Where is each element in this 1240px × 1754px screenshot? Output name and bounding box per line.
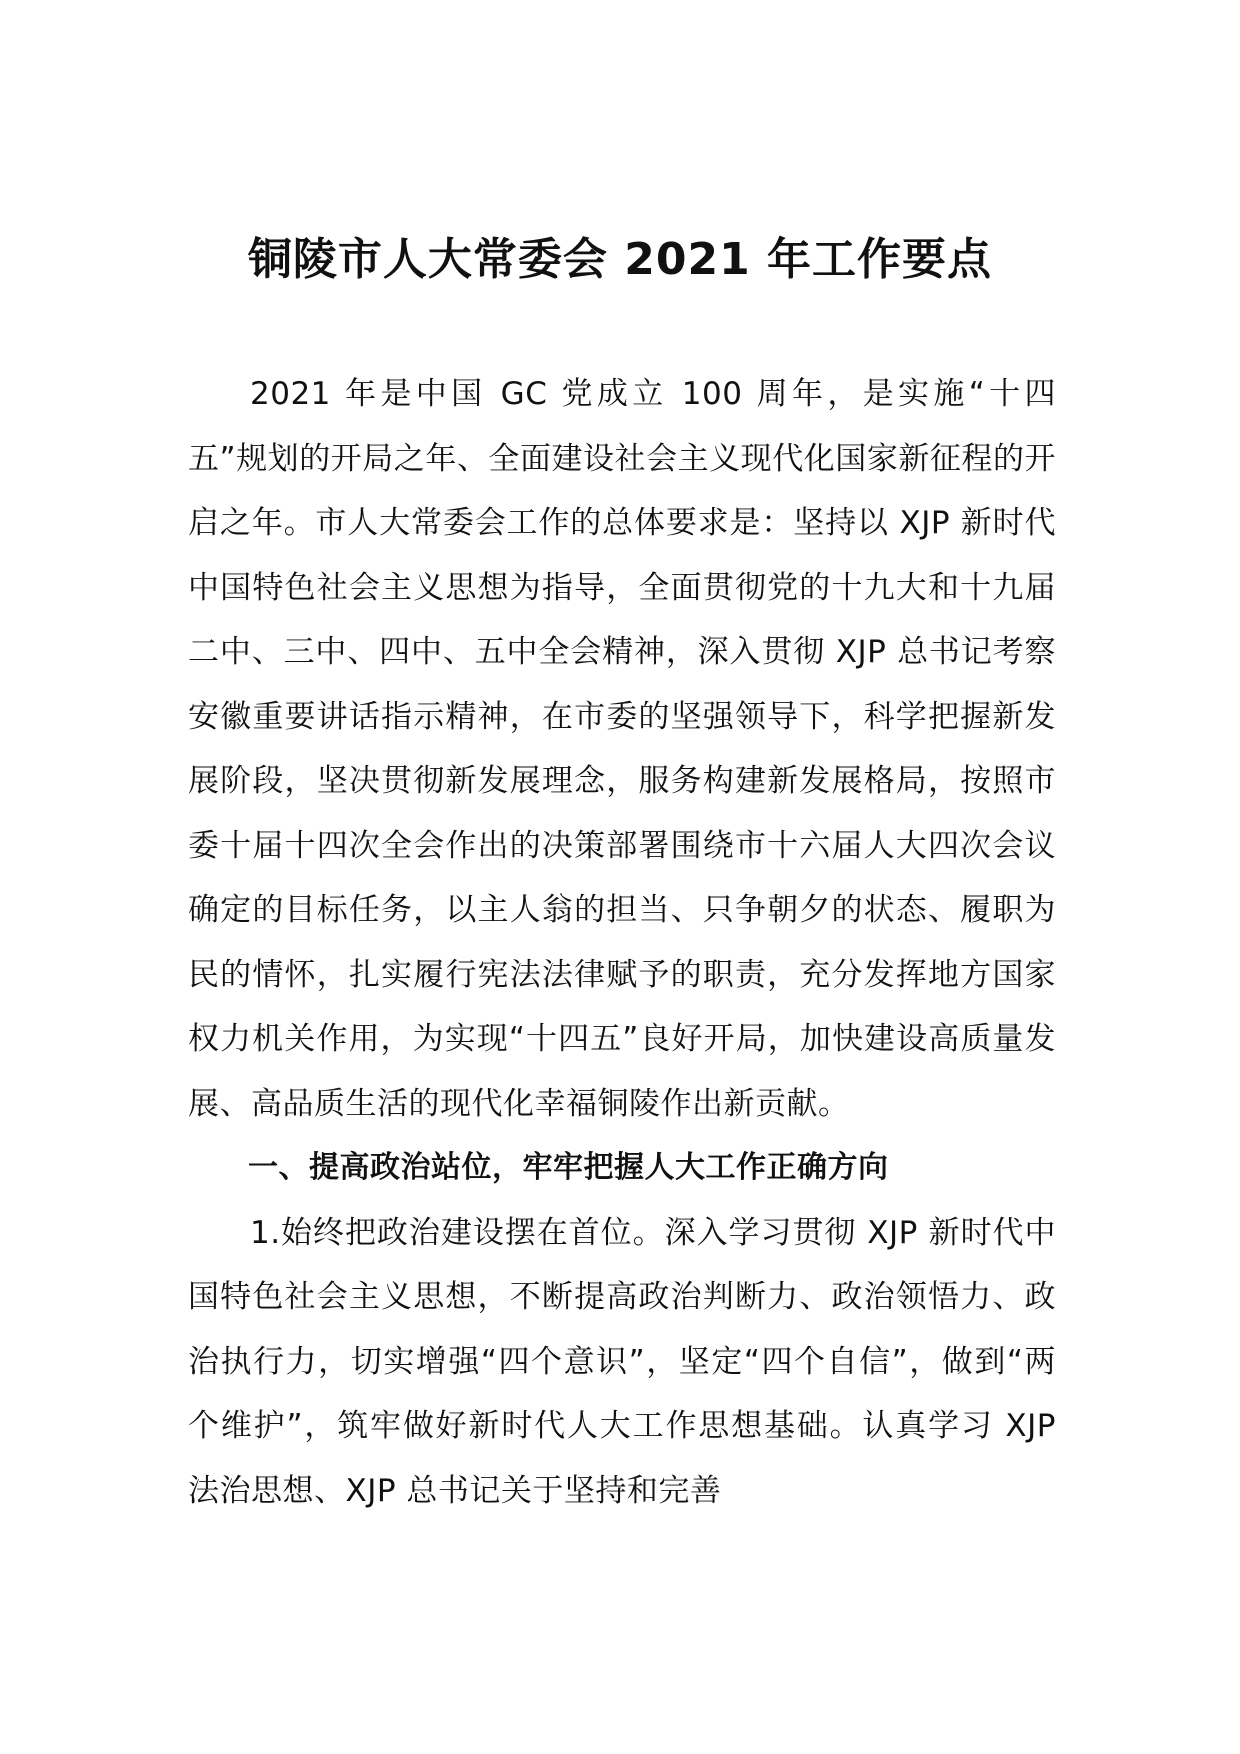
section-heading-1: 一、提高政治站位，牢牢把握人大工作正确方向	[248, 1150, 889, 1185]
document-title: 铜陵市人大常委会 2021 年工作要点	[247, 234, 993, 285]
item-paragraph-1: 1.始终把政治建设摆在首位。深入学习贯彻 XJP 新时代中国特色社会主义思想，不断提高政治判断力、政治领悟力、政治执行力，切实增强“四个意识”，坚定“四个自信”，做到“两个维护”，筑牢做好新时代人大工作思想基础。认真学习 XJP 法治思想、XJP 总书记关于坚持和完善	[188, 1214, 1056, 1509]
intro-paragraph: 2021 年是中国 GC 党成立 100 周年，是实施“十四五”规划的开局之年、全面建设社会主义现代化国家新征程的开启之年。市人大常委会工作的总体要求是：坚持以 XJP 新时代中国特色社会主义思想为指导，全面贯彻党的十九大和十九届二中、三中、四中、五中全会精神，深入贯彻 XJP 总书记考察安徽重要讲话指示精神，在市委的坚强领导下，科学把握新发展阶段，坚决贯彻新发展理念，服务构建新发展格局，按照市委十届十四次全会作出的决策部署围绕市十六届人大四次会议确定的目标任务，以主人翁的担当、只争朝夕的状态、履职为民的情怀，扎实履行宪法法律赋予的职责，充分发挥地方国家权力机关作用，为实现“十四五”良好开局，加快建设高质量发展、高品质生活的现代化幸福铜陵作出新贡献。	[188, 376, 1056, 1122]
document-body	[188, 362, 1056, 1523]
